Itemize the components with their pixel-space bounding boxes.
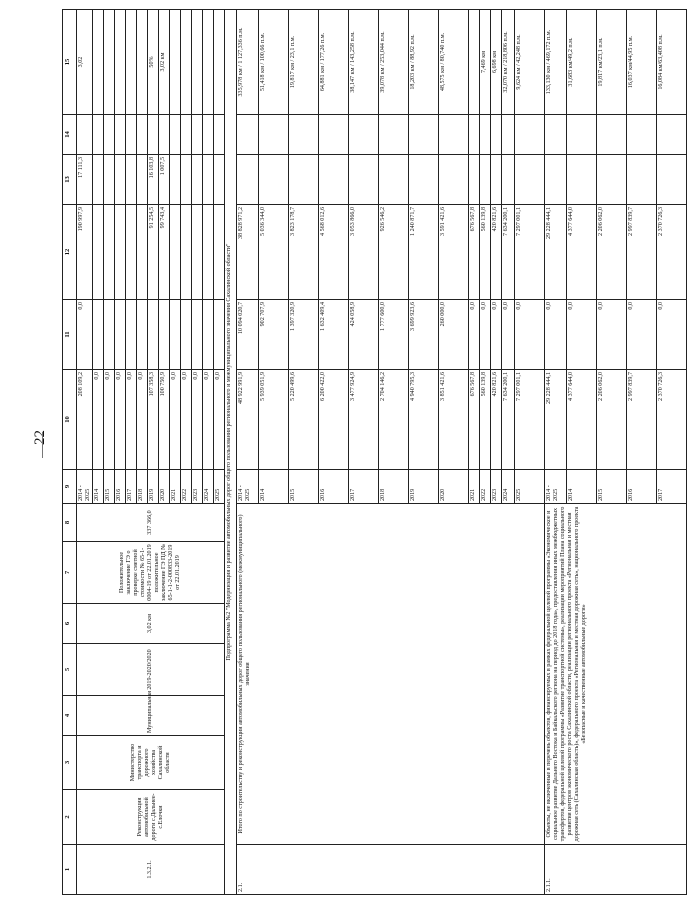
total-cell: 100 750,9 — [159, 370, 170, 470]
total-cell: 0,0 — [104, 370, 115, 470]
year-cell: 2017 — [349, 470, 379, 504]
subprogram-title-row — [225, 10, 237, 895]
indicator-cell: 3,02 — [77, 10, 93, 115]
local-cell — [319, 155, 349, 205]
federal-cell — [148, 300, 159, 370]
regional-cell: 5 036 344,0 — [259, 205, 289, 300]
regional-cell: 7 634 200,1 — [502, 205, 515, 300]
indicator-cell: 19,817 км / 23,1 п.м. — [289, 10, 319, 115]
regional-cell — [115, 205, 126, 300]
total-cell: 5 220 499,6 — [289, 370, 319, 470]
table-row — [237, 10, 259, 895]
regional-cell: 2 997 839,7 — [627, 205, 657, 300]
column-number-row — [63, 10, 77, 895]
rotated-table-page — [62, 10, 664, 895]
year-cell: 2022 — [181, 470, 192, 504]
federal-cell — [126, 300, 137, 370]
year-cell: 2023 — [192, 470, 203, 504]
local-cell: 1 007,5 — [159, 155, 170, 205]
total-cell: 4 940 795,3 — [409, 370, 439, 470]
subsection-code: 2.1.1. — [545, 845, 687, 895]
year-cell: 2016 — [115, 470, 126, 504]
local-cell — [203, 155, 214, 205]
regional-cell: 29 228 444,1 — [545, 205, 567, 300]
indicator-cell — [469, 10, 480, 115]
other-cell — [409, 115, 439, 155]
indicator-cell — [170, 10, 181, 115]
regional-cell: 91 254,5 — [148, 205, 159, 300]
federal-cell: 0,0 — [567, 300, 597, 370]
regional-cell — [104, 205, 115, 300]
table-row — [77, 10, 93, 895]
total-cell: 107 358,3 — [148, 370, 159, 470]
project-cost: 337 366,0 — [77, 504, 225, 542]
federal-cell: 3 699 923,6 — [409, 300, 439, 370]
local-cell — [259, 155, 289, 205]
local-cell — [657, 155, 687, 205]
project-code: 1.3.2.1. — [77, 845, 225, 895]
local-cell: 16 103,8 — [148, 155, 159, 205]
year-cell: 2014 - 2025 — [77, 470, 93, 504]
local-cell — [627, 155, 657, 205]
regional-cell — [181, 205, 192, 300]
regional-cell — [93, 205, 104, 300]
regional-cell: 3 053 866,0 — [349, 205, 379, 300]
regional-cell: 7 297 001,1 — [515, 205, 545, 300]
other-cell — [349, 115, 379, 155]
indicator-cell: 18,203 км / 88,92 п.м. — [409, 10, 439, 115]
year-cell: 2018 — [379, 470, 409, 504]
local-cell — [349, 155, 379, 205]
other-cell — [104, 115, 115, 155]
federal-cell — [104, 300, 115, 370]
year-cell: 2017 — [126, 470, 137, 504]
local-cell — [126, 155, 137, 205]
indicator-cell: 3,02 км — [159, 10, 170, 115]
other-cell — [289, 115, 319, 155]
other-cell — [148, 115, 159, 155]
federal-cell: 902 707,9 — [259, 300, 289, 370]
year-cell: 2024 — [203, 470, 214, 504]
local-cell — [491, 155, 502, 205]
other-cell — [259, 115, 289, 155]
other-cell — [567, 115, 597, 155]
regional-cell: 2 370 726,3 — [657, 205, 687, 300]
column-header: 4 — [63, 696, 77, 736]
column-header: 3 — [63, 736, 77, 790]
total-cell: 2 997 839,7 — [627, 370, 657, 470]
local-cell — [237, 155, 259, 205]
indicator-cell — [126, 10, 137, 115]
column-header: 6 — [63, 604, 77, 644]
column-header: 1 — [63, 845, 77, 895]
local-cell — [469, 155, 480, 205]
column-header: 7 — [63, 542, 77, 604]
column-header: 10 — [63, 370, 77, 470]
section-name: Итого по строительству и реконструкции автомобильных дорог общего пользования регионального (межмуниципального) значения — [237, 504, 545, 845]
federal-cell: 424 058,9 — [349, 300, 379, 370]
total-cell: 48 922 991,9 — [237, 370, 259, 470]
other-cell — [491, 115, 502, 155]
other-cell — [657, 115, 687, 155]
total-cell: 560 139,8 — [480, 370, 491, 470]
page-number: 22 — [32, 430, 48, 445]
local-cell — [567, 155, 597, 205]
total-cell: 3 477 924,9 — [349, 370, 379, 470]
regional-cell: 38 828 971,2 — [237, 205, 259, 300]
section-code: 2.1. — [237, 845, 545, 895]
year-cell: 2025 — [515, 470, 545, 504]
federal-cell: 10 094 020,7 — [237, 300, 259, 370]
other-cell — [126, 115, 137, 155]
federal-cell — [115, 300, 126, 370]
regional-cell: 676 567,8 — [469, 205, 480, 300]
year-cell: 2023 — [491, 470, 502, 504]
year-cell: 2016 — [627, 470, 657, 504]
total-cell: 2 704 146,2 — [379, 370, 409, 470]
project-responsible: Министерство транспорта и дорожного хозяйства Сахалинской области — [77, 736, 225, 790]
year-cell: 2014 — [567, 470, 597, 504]
regional-cell: 190 997,9 — [77, 205, 93, 300]
other-cell — [597, 115, 627, 155]
regional-cell — [203, 205, 214, 300]
year-cell: 2024 — [502, 470, 515, 504]
subprogram-title: Подпрограмма №2 "Модернизация и развитие автомобильных дорог общего пользования регионального и межмуниципального значения Сахалинской области" — [225, 10, 237, 895]
local-cell — [289, 155, 319, 205]
total-cell: 208 109,2 — [77, 370, 93, 470]
regional-cell: 99 743,4 — [159, 205, 170, 300]
federal-cell — [181, 300, 192, 370]
project-ownership: Муниципальная — [77, 696, 225, 736]
indicator-cell — [203, 10, 214, 115]
column-header: 13 — [63, 155, 77, 205]
column-header: 12 — [63, 205, 77, 300]
total-cell: 3 851 421,6 — [439, 370, 469, 470]
local-cell — [192, 155, 203, 205]
year-cell: 2018 — [137, 470, 148, 504]
project-capacity: 3,02 км — [77, 604, 225, 644]
year-cell: 2019 — [148, 470, 159, 504]
local-cell — [545, 155, 567, 205]
federal-cell: 0,0 — [502, 300, 515, 370]
indicator-cell — [137, 10, 148, 115]
other-cell — [214, 115, 225, 155]
total-cell: 0,0 — [170, 370, 181, 470]
indicator-cell: 50% — [148, 10, 159, 115]
year-cell: 2014 - 2025 — [545, 470, 567, 504]
year-cell: 2017 — [657, 470, 687, 504]
federal-cell: 0,0 — [545, 300, 567, 370]
local-cell — [597, 155, 627, 205]
indicator-cell: 16,037 км/44,95 п.м. — [627, 10, 657, 115]
federal-cell: 1 397 320,9 — [289, 300, 319, 370]
local-cell — [137, 155, 148, 205]
local-cell — [104, 155, 115, 205]
indicator-cell: 48,575 км / 80,740 п.м. — [439, 10, 469, 115]
federal-cell: 0,0 — [597, 300, 627, 370]
other-cell — [545, 115, 567, 155]
local-cell — [93, 155, 104, 205]
total-cell: 7 297 001,1 — [515, 370, 545, 470]
year-cell: 2014 — [259, 470, 289, 504]
column-header: 9 — [63, 470, 77, 504]
other-cell — [515, 115, 545, 155]
federal-cell: 1 777 600,0 — [379, 300, 409, 370]
other-cell — [93, 115, 104, 155]
federal-cell: 260 000,0 — [439, 300, 469, 370]
indicator-cell: 38,147 км / 143,258 п.м. — [349, 10, 379, 115]
indicator-cell: 133,130 км / 469,172 п.м. — [545, 10, 567, 115]
regional-cell — [170, 205, 181, 300]
page-number-rule — [42, 432, 43, 458]
regional-cell: 2 206 062,0 — [597, 205, 627, 300]
local-cell — [181, 155, 192, 205]
column-header: 11 — [63, 300, 77, 370]
federal-cell: 0,0 — [657, 300, 687, 370]
financing-table — [62, 9, 687, 895]
table-body — [63, 10, 687, 895]
federal-cell: 0,0 — [77, 300, 93, 370]
local-cell: 17 111,3 — [77, 155, 93, 205]
total-cell: 29 228 444,1 — [545, 370, 567, 470]
regional-cell — [126, 205, 137, 300]
other-cell — [137, 115, 148, 155]
total-cell: 6 200 422,0 — [319, 370, 349, 470]
federal-cell: 0,0 — [469, 300, 480, 370]
other-cell — [379, 115, 409, 155]
indicator-cell: 9,624 км / 42,248 п.м. — [515, 10, 545, 115]
project-expertise: Положительное заключение ГЭ о проверке сметной стоимости № 65-1-0004-19 от 22.01.2019 положительное заключение ГЭ ПД № 65-1-1-2-000833-2019 от 22.01.2019 — [77, 542, 225, 604]
regional-cell — [137, 205, 148, 300]
total-cell: 5 939 051,9 — [259, 370, 289, 470]
total-cell: 0,0 — [137, 370, 148, 470]
subsection-name: Объекты, не включенные в перечень объектов, финансируемых в рамках федеральной целевой программы «Экономическое и социальное развитие Дальнего Востока и Байкальского региона на период до 2018 года», предоставления иных межбюджетных трансфертов, федеральной целевой программы «Развитие транспортной системы», реализации мероприятий Плана социального развития центров экономического роста Сахалинской области, реализации регионального проекта «Региональная и местная дорожная сеть (Сахалинская область)», федерального проекта «Региональная и местная дорожная сеть», национального проекта «Безопасные и качественные автомобильные дороги» — [545, 504, 687, 845]
other-cell — [115, 115, 126, 155]
year-cell: 2014 — [93, 470, 104, 504]
total-cell: 0,0 — [192, 370, 203, 470]
federal-cell: 1 632 409,4 — [319, 300, 349, 370]
regional-cell: 3 823 178,7 — [289, 205, 319, 300]
indicator-cell: 31,683 км/49,2 п.м. — [567, 10, 597, 115]
local-cell — [170, 155, 181, 205]
indicator-cell: 16,084 км/63,408 п.м. — [657, 10, 687, 115]
total-cell: 2 370 726,3 — [657, 370, 687, 470]
indicator-cell — [104, 10, 115, 115]
total-cell: 0,0 — [181, 370, 192, 470]
regional-cell: 4 377 644,0 — [567, 205, 597, 300]
other-cell — [159, 115, 170, 155]
federal-cell — [192, 300, 203, 370]
other-cell — [203, 115, 214, 155]
regional-cell: 926 546,2 — [379, 205, 409, 300]
year-cell: 2015 — [289, 470, 319, 504]
regional-cell — [214, 205, 225, 300]
year-cell: 2015 — [104, 470, 115, 504]
federal-cell: 0,0 — [627, 300, 657, 370]
indicator-cell: 335,978 км / 1 127,336 п.м. — [237, 10, 259, 115]
regional-cell: 420 821,6 — [491, 205, 502, 300]
federal-cell — [170, 300, 181, 370]
federal-cell: 0,0 — [515, 300, 545, 370]
indicator-cell: 51,418 км / 100,66 п.м. — [259, 10, 289, 115]
regional-cell: 560 139,8 — [480, 205, 491, 300]
local-cell — [409, 155, 439, 205]
year-cell: 2015 — [597, 470, 627, 504]
other-cell — [77, 115, 93, 155]
indicator-cell — [192, 10, 203, 115]
indicator-cell: 7,469 км — [480, 10, 491, 115]
regional-cell — [192, 205, 203, 300]
year-cell: 2021 — [469, 470, 480, 504]
year-cell: 2022 — [480, 470, 491, 504]
column-header: 8 — [63, 504, 77, 542]
local-cell — [502, 155, 515, 205]
column-header: 14 — [63, 115, 77, 155]
other-cell — [170, 115, 181, 155]
year-cell: 2019 — [409, 470, 439, 504]
total-cell: 0,0 — [93, 370, 104, 470]
total-cell: 0,0 — [214, 370, 225, 470]
regional-cell: 1 240 871,7 — [409, 205, 439, 300]
year-cell: 2020 — [439, 470, 469, 504]
local-cell — [115, 155, 126, 205]
indicator-cell: 19,817 км/23,1 п.м. — [597, 10, 627, 115]
column-header: 5 — [63, 644, 77, 696]
regional-cell: 3 591 421,6 — [439, 205, 469, 300]
indicator-cell: 32,070 км / 218,806 п.м. — [502, 10, 515, 115]
column-header: 15 — [63, 10, 77, 115]
indicator-cell — [181, 10, 192, 115]
other-cell — [627, 115, 657, 155]
indicator-cell: 64,881 км / 177,26 п.м. — [319, 10, 349, 115]
federal-cell: 0,0 — [491, 300, 502, 370]
year-cell: 2014 - 2025 — [237, 470, 259, 504]
indicator-cell — [214, 10, 225, 115]
year-cell: 2021 — [170, 470, 181, 504]
federal-cell — [137, 300, 148, 370]
total-cell: 420 821,6 — [491, 370, 502, 470]
other-cell — [192, 115, 203, 155]
indicator-cell — [93, 10, 104, 115]
federal-cell — [93, 300, 104, 370]
year-cell: 2025 — [214, 470, 225, 504]
other-cell — [319, 115, 349, 155]
column-header: 2 — [63, 790, 77, 845]
local-cell — [439, 155, 469, 205]
total-cell: 4 377 644,0 — [567, 370, 597, 470]
total-cell: 0,0 — [203, 370, 214, 470]
other-cell — [480, 115, 491, 155]
indicator-cell: 39,078 км / 253,044 п.м. — [379, 10, 409, 115]
other-cell — [237, 115, 259, 155]
project-period: 2019-2020/2020 — [77, 644, 225, 696]
total-cell: 0,0 — [115, 370, 126, 470]
federal-cell — [159, 300, 170, 370]
other-cell — [439, 115, 469, 155]
other-cell — [502, 115, 515, 155]
local-cell — [515, 155, 545, 205]
local-cell — [214, 155, 225, 205]
total-cell: 676 567,8 — [469, 370, 480, 470]
table-row — [545, 10, 567, 895]
total-cell: 7 634 200,1 — [502, 370, 515, 470]
federal-cell: 0,0 — [480, 300, 491, 370]
local-cell — [480, 155, 491, 205]
total-cell: 2 206 062,0 — [597, 370, 627, 470]
federal-cell — [203, 300, 214, 370]
project-name: Реконструкция автомобильной дороги с.Дальнее-с.Елочки — [77, 790, 225, 845]
total-cell: 0,0 — [126, 370, 137, 470]
year-cell: 2016 — [319, 470, 349, 504]
other-cell — [181, 115, 192, 155]
indicator-cell: 6,698 км — [491, 10, 502, 115]
regional-cell: 4 568 012,6 — [319, 205, 349, 300]
year-cell: 2020 — [159, 470, 170, 504]
other-cell — [469, 115, 480, 155]
local-cell — [379, 155, 409, 205]
federal-cell — [214, 300, 225, 370]
indicator-cell — [115, 10, 126, 115]
